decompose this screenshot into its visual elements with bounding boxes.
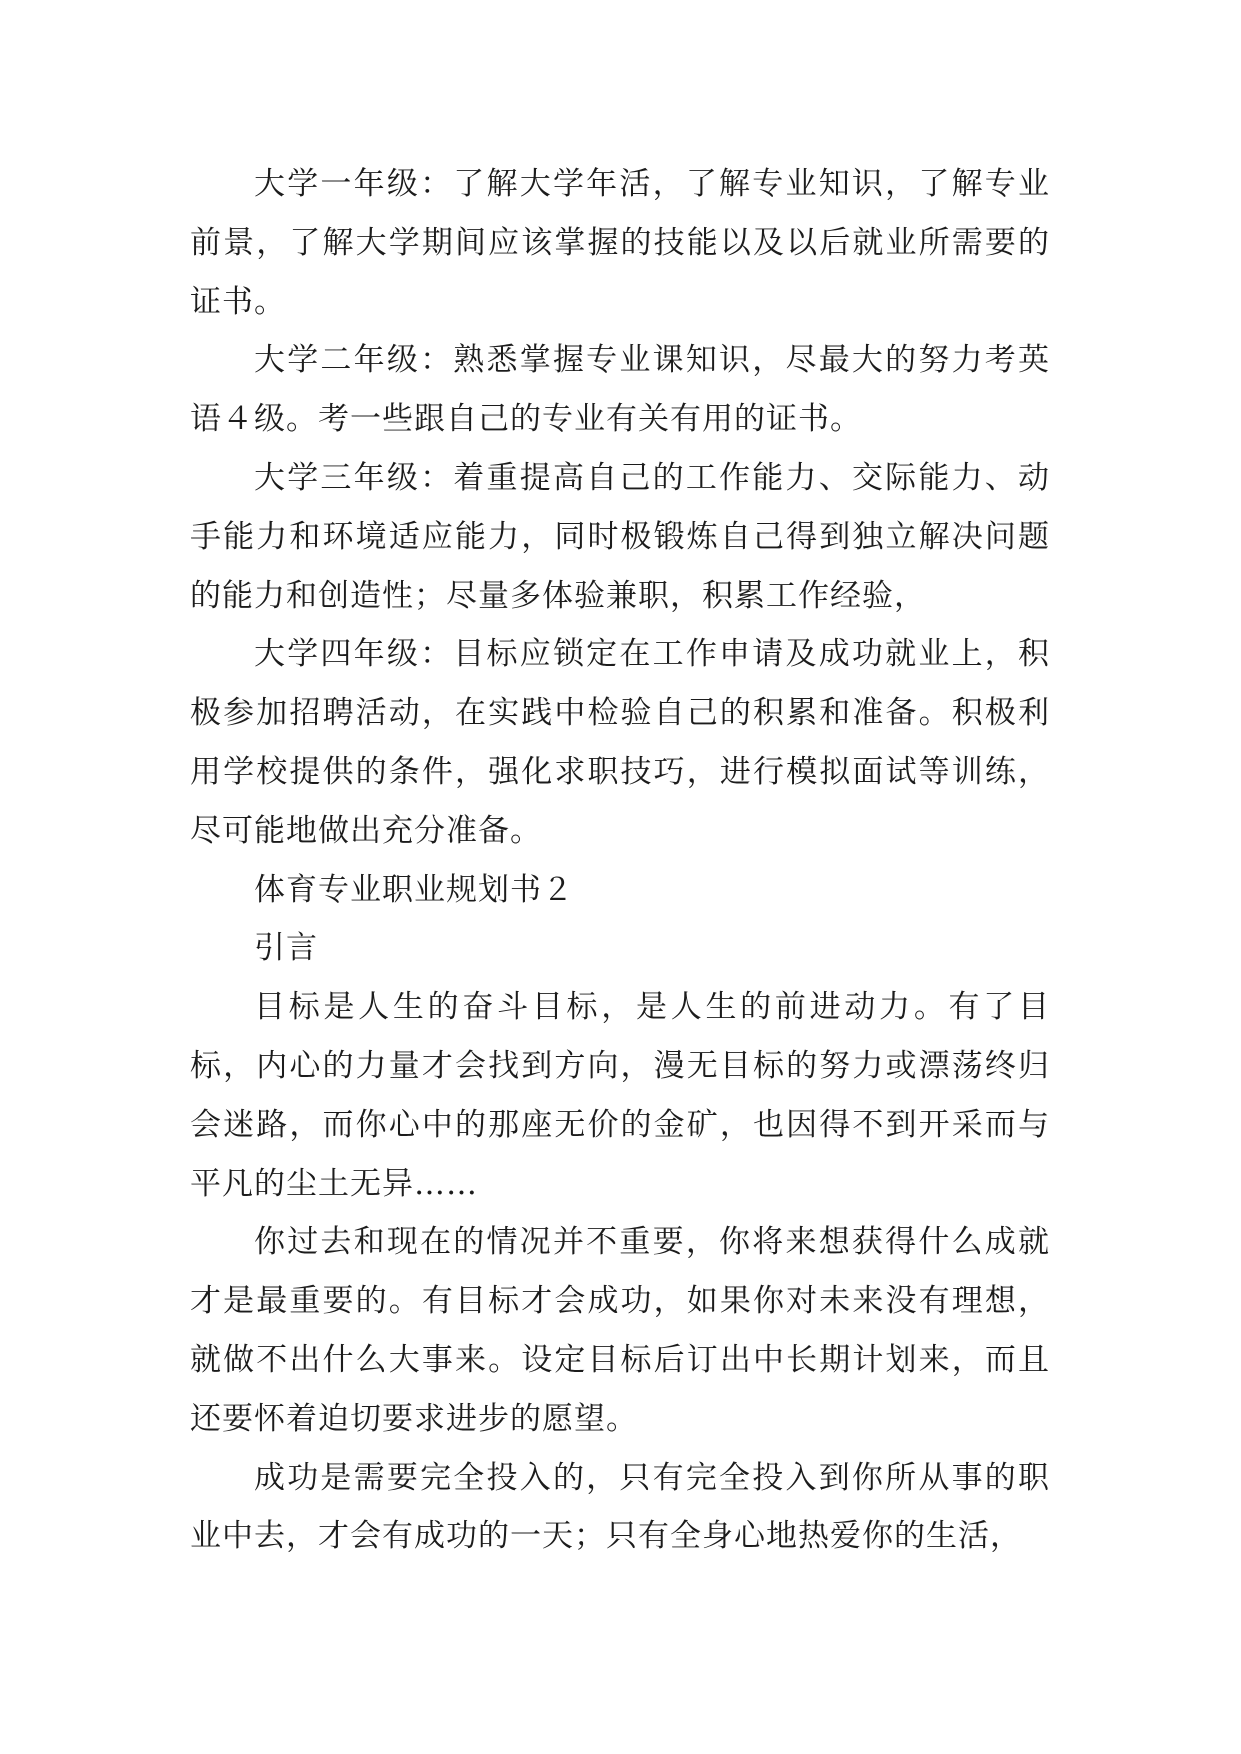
section-title: 体育专业职业规划书２ bbox=[254, 871, 574, 908]
paragraph-year-one: 大学一年级：了解大学年活，了解专业知识，了解专业前景，了解大学期间应该掌握的技能以及以后就业所需要的证书。 bbox=[190, 166, 1050, 320]
paragraph-year-three: 大学三年级：着重提高自己的工作能力、交际能力、动手能力和环境适应能力，同时极锻炼自己得到独立解决问题的能力和创造性；尽量多体验兼职，积累工作经验， bbox=[190, 459, 1050, 614]
paragraph-year-two: 大学二年级：熟悉掌握专业课知识，尽最大的努力考英语４级。考一些跟自己的专业有关有用的证书。 bbox=[190, 342, 1050, 438]
document-body bbox=[190, 155, 1050, 1566]
section-heading-intro: 引言 bbox=[254, 930, 318, 967]
paragraph-past-present: 你过去和现在的情况并不重要，你将来想获得什么成就才是最重要的。有目标才会成功，如果你对未来没有理想，就做不出什么大事来。设定目标后订出中长期计划来，而且还要怀着迫切要求进步的愿望。 bbox=[190, 1224, 1050, 1437]
paragraph-goal: 目标是人生的奋斗目标，是人生的前进动力。有了目标，内心的力量才会找到方向，漫无目标的努力或漂荡终归会迷路，而你心中的那座无价的金矿，也因得不到开采而与平凡的尘土无异…… bbox=[190, 989, 1050, 1202]
paragraph-success: 成功是需要完全投入的，只有完全投入到你所从事的职业中去，才会有成功的一天；只有全身心地热爱你的生活， bbox=[190, 1459, 1050, 1555]
paragraph-year-four: 大学四年级：目标应锁定在工作申请及成功就业上，积极参加招聘活动，在实践中检验自己的积累和准备。积极利用学校提供的条件，强化求职技巧，进行模拟面试等训练，尽可能地做出充分准备。 bbox=[190, 636, 1050, 849]
